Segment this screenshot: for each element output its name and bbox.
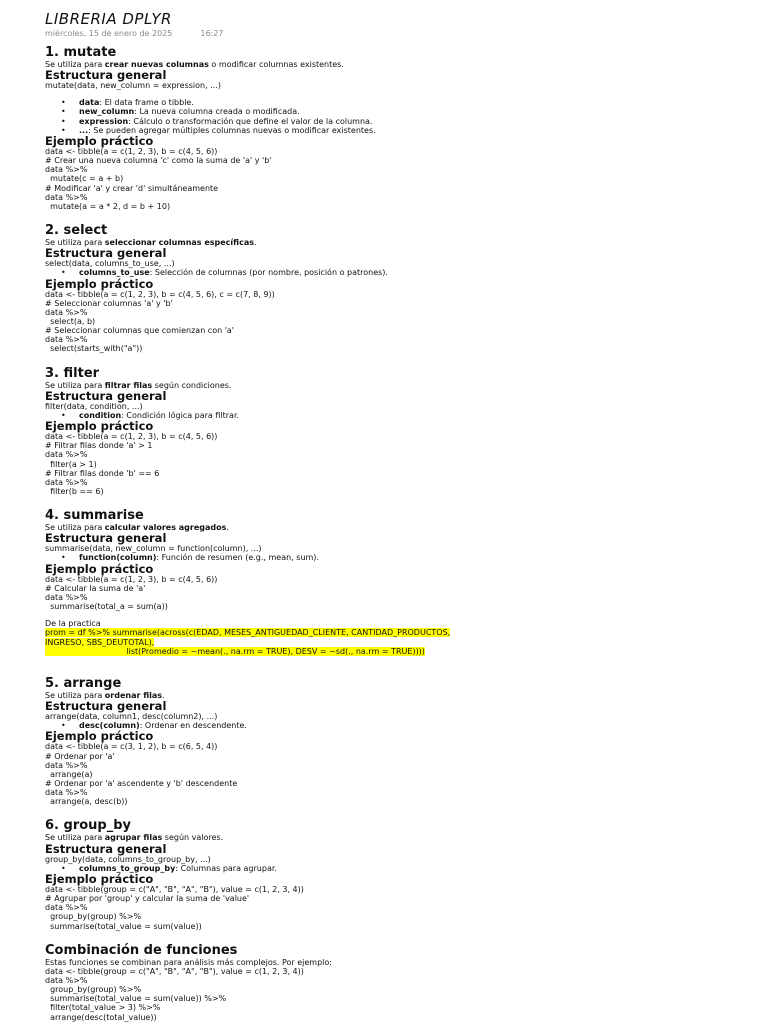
code-line: data <- tibble(a = c(1, 2, 3), b = c(4, 5, 6)) xyxy=(45,432,218,442)
page-title: LIBRERIA DPLYR xyxy=(45,10,172,28)
code-line: # Crear una nueva columna 'c' como la suma de 'a' y 'b' xyxy=(45,156,272,166)
code-line: data <- tibble(a = c(1, 2, 3), b = c(4, 5, 6)) xyxy=(45,146,218,156)
section-intro: Se utiliza para calcular valores agregados. xyxy=(45,523,229,533)
spacer xyxy=(45,354,745,362)
parameter-item: • ...: Se pueden agregar múltiples columnas nuevas o modificar existentes. xyxy=(45,126,745,135)
parameter-item: • expression: Cálculo o transformación que define el valor de la columna. xyxy=(45,117,745,126)
code-line: data %>% xyxy=(45,450,88,460)
code-line: arrange(desc(total_value)) xyxy=(45,1012,157,1022)
code-line: # Agrupar por 'group' y calcular la suma de 'value' xyxy=(45,894,250,904)
code-line: # Filtrar filas donde 'a' > 1 xyxy=(45,441,153,451)
spacer xyxy=(45,931,745,939)
syntax-line: group_by(data, columns_to_group_by, ...) xyxy=(45,854,211,864)
section-5 xyxy=(45,677,745,815)
parameter-item: • new_column: La nueva columna creada o modificada. xyxy=(45,107,745,116)
code-line: data %>% xyxy=(45,192,88,202)
code-line: summarise(total_value = sum(value)) %>% xyxy=(45,994,227,1004)
code-line: data %>% xyxy=(45,165,88,175)
parameter-term: data xyxy=(79,98,100,108)
parameter-term: ... xyxy=(79,125,89,135)
parameter-item: • function(column): Función de resumen (e.g., mean, sum). xyxy=(45,553,745,562)
combination-section xyxy=(45,944,745,1022)
section-intro: Se utiliza para crear nuevas columnas o modificar columnas existentes. xyxy=(45,60,344,69)
code-line: data %>% xyxy=(45,335,88,345)
intro-bold: ordenar filas xyxy=(104,690,163,700)
combination-heading: Combinación de funciones xyxy=(45,942,238,958)
section-1 xyxy=(45,46,745,219)
code-line: # Seleccionar columnas que comienzan con 'a' xyxy=(45,326,235,336)
code-line: summarise(total_value = sum(value)) xyxy=(45,921,202,931)
parameter-term: function(column) xyxy=(79,553,157,563)
parameter-item: • columns_to_use: Selección de columnas (por nombre, posición o patrones). xyxy=(45,268,745,277)
structure-heading: Estructura general xyxy=(45,841,167,856)
structure-heading: Estructura general xyxy=(45,388,167,403)
code-line: # Modificar 'a' y crear 'd' simultáneamente xyxy=(45,183,219,193)
code-line: data %>% xyxy=(45,592,88,602)
parameter-term: columns_to_use xyxy=(79,268,150,278)
spacer xyxy=(45,664,745,672)
example-heading: Ejemplo práctico xyxy=(45,871,154,886)
intro-bold: agrupar filas xyxy=(104,833,163,843)
section-heading: 4. summarise xyxy=(45,508,144,524)
parameter-term: columns_to_group_by xyxy=(79,863,176,873)
spacer xyxy=(45,496,745,504)
code-line: data <- tibble(a = c(1, 2, 3), b = c(4, 5, 6)) xyxy=(45,574,218,584)
intro-bold: calcular valores agregados xyxy=(104,523,227,533)
parameter-item: • data: El data frame o tibble. xyxy=(45,98,745,107)
structure-heading: Estructura general xyxy=(45,68,167,83)
code-line: data %>% xyxy=(45,903,88,913)
code-line: select(a, b) xyxy=(45,316,96,326)
parameter-item: • columns_to_group_by: Columnas para agrupar. xyxy=(45,864,745,873)
code-line: group_by(group) %>% xyxy=(45,985,142,995)
intro-bold: filtrar filas xyxy=(104,380,153,390)
sections-container xyxy=(45,46,745,939)
parameter-term: condition xyxy=(79,410,122,420)
section-intro: Se utiliza para filtrar filas según condiciones. xyxy=(45,380,232,390)
section-heading: 1. mutate xyxy=(45,45,117,60)
spacer xyxy=(45,211,745,219)
code-line: mutate(c = a + b) xyxy=(45,174,124,184)
spacer xyxy=(45,806,745,814)
code-line: data %>% xyxy=(45,976,88,985)
practice-label: De la practica xyxy=(45,619,101,629)
code-line: # Filtrar filas donde 'b' == 6 xyxy=(45,468,160,478)
code-line: data <- tibble(a = c(1, 2, 3), b = c(4, 5, 6), c = c(7, 8, 9)) xyxy=(45,289,275,299)
parameter-item: • condition: Condición lógica para filtrar. xyxy=(45,411,745,420)
spacer xyxy=(45,611,745,619)
parameter-item: • desc(column): Ordenar en descendente. xyxy=(45,721,745,730)
highlighted-code: list(Promedio = ~mean(., na.rm = TRUE), DESV = ~sd(., na.rm = TRUE)))) xyxy=(45,646,425,656)
structure-heading: Estructura general xyxy=(45,531,167,546)
code-line: filter(a > 1) xyxy=(45,459,97,469)
note-date: miércoles, 15 de enero de 2025 xyxy=(45,29,173,38)
section-3 xyxy=(45,367,745,505)
section-heading: 6. group_by xyxy=(45,818,131,834)
code-line: group_by(group) %>% xyxy=(45,912,142,922)
code-line: arrange(a) xyxy=(45,769,93,779)
syntax-line: arrange(data, column1, desc(column2), ...) xyxy=(45,712,218,722)
example-heading: Ejemplo práctico xyxy=(45,133,154,148)
parameter-list xyxy=(45,721,745,730)
parameter-list xyxy=(45,864,745,873)
practice-code-line xyxy=(45,628,745,637)
code-line: arrange(a, desc(b)) xyxy=(45,797,128,807)
section-intro: Se utiliza para ordenar filas. xyxy=(45,690,165,700)
parameter-term: new_column xyxy=(79,107,135,117)
code-line: data <- tibble(group = c("A", "B", "A", "B"), value = c(1, 2, 3, 4)) xyxy=(45,966,304,976)
code-line: data %>% xyxy=(45,307,88,317)
code-line: # Ordenar por 'a' xyxy=(45,751,115,761)
code-line: filter(b == 6) xyxy=(45,487,104,496)
example-heading: Ejemplo práctico xyxy=(45,419,154,434)
code-line: mutate(a = a * 2, d = b + 10) xyxy=(45,201,171,211)
syntax-line: mutate(data, new_column = expression, ...) xyxy=(45,81,221,91)
example-heading: Ejemplo práctico xyxy=(45,276,154,291)
spacer xyxy=(45,656,745,664)
code-line: filter(total_value > 3) %>% xyxy=(45,1003,161,1013)
code-line: data %>% xyxy=(45,477,88,487)
structure-heading: Estructura general xyxy=(45,246,167,261)
code-line: data %>% xyxy=(45,760,88,770)
highlighted-code: prom = df %>% summarise(across(c(EDAD, MESES_ANTIGUEDAD_CLIENTE, CANTIDAD_PRODUCTOS, xyxy=(45,628,451,638)
note-time: 16:27 xyxy=(200,29,224,38)
combination-intro: Estas funciones se combinan para análisis más complejos. Por ejemplo: xyxy=(45,957,332,967)
parameter-list xyxy=(45,98,745,135)
practice-code-line xyxy=(45,638,745,647)
example-heading: Ejemplo práctico xyxy=(45,561,154,576)
spacer xyxy=(45,90,745,98)
intro-bold: crear nuevas columnas xyxy=(104,60,209,69)
parameter-term: expression xyxy=(79,116,129,126)
section-heading: 2. select xyxy=(45,223,108,239)
intro-bold: seleccionar columnas específicas xyxy=(104,238,254,248)
code-line: # Seleccionar columnas 'a' y 'b' xyxy=(45,298,173,308)
section-intro: Se utiliza para seleccionar columnas específicas. xyxy=(45,238,257,248)
syntax-line: filter(data, condition, ...) xyxy=(45,401,143,411)
example-heading: Ejemplo práctico xyxy=(45,729,154,744)
syntax-line: select(data, columns_to_use, ...) xyxy=(45,259,175,269)
code-line: # Ordenar por 'a' ascendente y 'b' descendente xyxy=(45,778,238,788)
code-line: # Calcular la suma de 'a' xyxy=(45,583,146,593)
note-meta xyxy=(45,28,745,41)
section-heading: 5. arrange xyxy=(45,675,122,691)
structure-heading: Estructura general xyxy=(45,699,167,714)
code-line: data <- tibble(group = c("A", "B", "A", "B"), value = c(1, 2, 3, 4)) xyxy=(45,884,304,894)
note-page xyxy=(45,10,745,1022)
section-2 xyxy=(45,224,745,362)
parameter-list xyxy=(45,553,745,562)
code-line: select(starts_with("a")) xyxy=(45,344,143,354)
code-line: data <- tibble(a = c(3, 1, 2), b = c(6, 5, 4)) xyxy=(45,742,218,752)
code-line: summarise(total_a = sum(a)) xyxy=(45,602,168,612)
section-6 xyxy=(45,819,745,938)
section-4 xyxy=(45,509,745,672)
section-intro: Se utiliza para agrupar filas según valores. xyxy=(45,833,224,843)
code-line: data %>% xyxy=(45,788,88,798)
parameter-list xyxy=(45,268,745,277)
parameter-list xyxy=(45,411,745,420)
parameter-term: desc(column) xyxy=(79,721,140,731)
syntax-line: summarise(data, new_column = function(column), ...) xyxy=(45,544,262,554)
section-heading: 3. filter xyxy=(45,365,100,381)
practice-code-line xyxy=(45,647,745,656)
highlighted-code: INGRESO, SBS_DEUTOTAL), xyxy=(45,637,155,647)
